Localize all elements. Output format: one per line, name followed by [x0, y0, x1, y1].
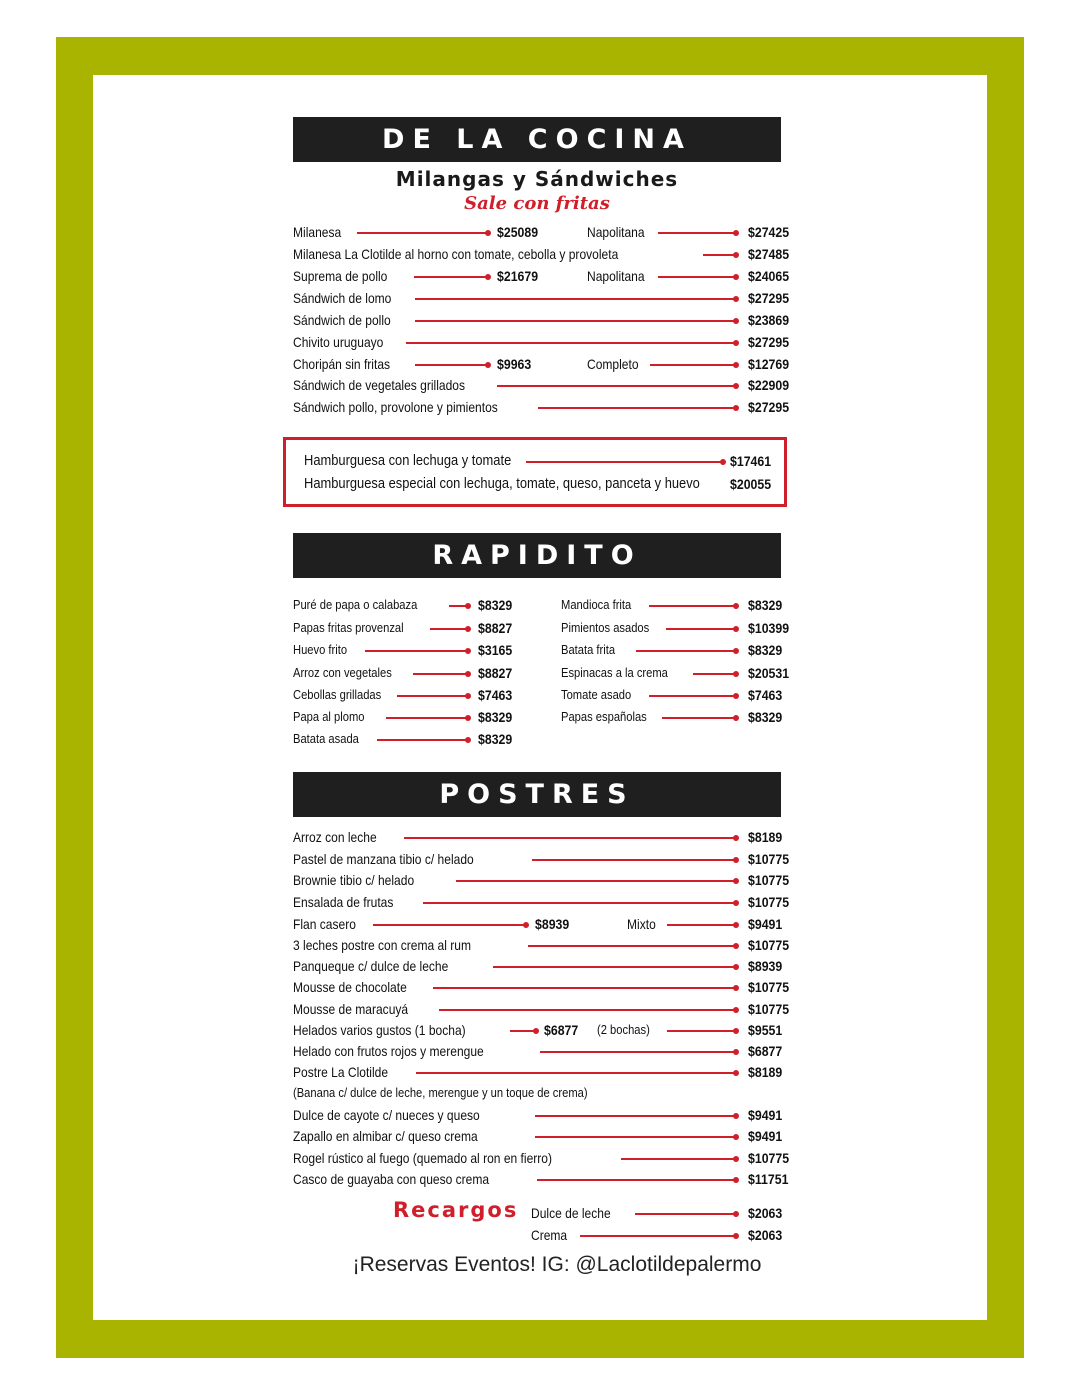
side-item-price: $8827	[478, 620, 513, 636]
leader-line	[526, 461, 723, 463]
leader-line	[649, 695, 736, 697]
menu-item-price: $27485	[748, 246, 790, 262]
side-item-name: Arroz con vegetales	[293, 665, 392, 680]
leader-line	[532, 859, 736, 861]
dessert-variant: Mixto	[627, 916, 656, 932]
menu-item-variant: Napolitana	[587, 268, 645, 284]
dessert-name: Flan casero	[293, 916, 356, 932]
dessert-description: (Banana c/ dulce de leche, merengue y un toque de crema)	[293, 1085, 588, 1100]
leader-line	[537, 1179, 736, 1181]
menu-item-name: Suprema de pollo	[293, 268, 388, 284]
side-item-price: $7463	[748, 687, 783, 703]
hamburguesas-box	[283, 437, 787, 507]
leader-line	[497, 385, 736, 387]
leader-line	[658, 232, 736, 234]
leader-line	[397, 695, 468, 697]
section-subtitle: Milangas y Sándwiches	[395, 167, 679, 191]
side-item-name: Mandioca frita	[561, 597, 632, 612]
menu-item-name: Milanesa La Clotilde al horno con tomate, cebolla y provoleta	[293, 246, 619, 262]
side-item-price: $7463	[478, 687, 513, 703]
dessert-price: $8939	[748, 958, 783, 974]
menu-item-variant-price: $27425	[748, 224, 790, 240]
leader-line	[430, 628, 468, 630]
dessert-name: Helado con frutos rojos y merengue	[293, 1043, 484, 1059]
side-item-name: Puré de papa o calabaza	[293, 597, 418, 612]
side-item-price: $10399	[748, 620, 790, 636]
menu-item-name: Milanesa	[293, 224, 342, 240]
side-item-name: Espinacas a la crema	[561, 665, 668, 680]
dessert-price: $9491	[748, 1107, 783, 1123]
dessert-price: $10775	[748, 979, 790, 995]
leader-line	[415, 320, 736, 322]
dessert-price: $6877	[544, 1022, 579, 1038]
leader-line	[373, 924, 526, 926]
dessert-price: $8189	[748, 829, 783, 845]
surcharge-name: Dulce de leche	[531, 1205, 611, 1221]
leader-line	[415, 364, 488, 366]
dessert-name: Mousse de chocolate	[293, 979, 407, 995]
dessert-price: $8189	[748, 1064, 783, 1080]
section-banner-postres: POSTRES	[293, 772, 781, 817]
leader-line	[703, 254, 736, 256]
dessert-variant: (2 bochas)	[597, 1022, 650, 1037]
leader-line	[404, 837, 736, 839]
leader-line	[535, 1136, 736, 1138]
leader-line	[377, 739, 468, 741]
side-item-name: Papa al plomo	[293, 709, 365, 724]
side-item-price: $3165	[478, 642, 513, 658]
menu-item-price: $22909	[748, 377, 790, 393]
leader-line	[650, 364, 736, 366]
leader-line	[580, 1235, 736, 1237]
dessert-price: $10775	[748, 1150, 790, 1166]
leader-line	[538, 407, 736, 409]
menu-item-variant: Napolitana	[587, 224, 645, 240]
side-item-name: Batata frita	[561, 642, 616, 657]
leader-line	[667, 1030, 736, 1032]
menu-item-variant: Completo	[587, 356, 639, 372]
surcharge-name: Crema	[531, 1227, 568, 1243]
leader-line	[666, 628, 736, 630]
surcharge-price: $2063	[748, 1227, 783, 1243]
leader-line	[365, 650, 468, 652]
leader-line	[406, 342, 736, 344]
leader-line	[357, 232, 488, 234]
leader-line	[528, 945, 736, 947]
side-item-price: $8329	[748, 597, 783, 613]
menu-item-name: Hamburguesa especial con lechuga, tomate, queso, panceta y huevo	[304, 475, 700, 492]
dessert-name: Brownie tibio c/ helado	[293, 872, 415, 888]
menu-item-variant-price: $24065	[748, 268, 790, 284]
menu-item-name: Hamburguesa con lechuga y tomate	[304, 452, 512, 469]
dessert-price: $6877	[748, 1043, 783, 1059]
menu-item-name: Sándwich de lomo	[293, 290, 392, 306]
dessert-name: Rogel rústico al fuego (quemado al ron en fierro)	[293, 1150, 553, 1166]
leader-line	[649, 605, 736, 607]
side-item-name: Pimientos asados	[561, 620, 650, 635]
leader-line	[493, 966, 736, 968]
dessert-name: Panqueque c/ dulce de leche	[293, 958, 449, 974]
menu-item-name: Chivito uruguayo	[293, 334, 384, 350]
dessert-name: Dulce de cayote c/ nueces y queso	[293, 1107, 480, 1123]
leader-line	[540, 1051, 736, 1053]
dessert-price: $11751	[748, 1171, 789, 1187]
dessert-price: $8939	[535, 916, 570, 932]
menu-item-name: Sándwich pollo, provolone y pimientos	[293, 399, 498, 415]
side-item-name: Batata asada	[293, 731, 359, 746]
leader-line	[693, 673, 736, 675]
menu-item-price: $27295	[748, 399, 790, 415]
dessert-price: $10775	[748, 872, 790, 888]
leader-line	[449, 605, 468, 607]
recargos-title: Recargos	[393, 1198, 519, 1222]
menu-item-price: $27295	[748, 334, 790, 350]
section-banner-rapidito: RAPIDITO	[293, 533, 781, 578]
surcharge-price: $2063	[748, 1205, 783, 1221]
leader-line	[535, 1115, 736, 1117]
dessert-price: $9491	[748, 1128, 783, 1144]
side-item-price: $8329	[478, 597, 513, 613]
leader-line	[415, 298, 736, 300]
dessert-price: $10775	[748, 937, 790, 953]
side-item-price: $8329	[478, 731, 513, 747]
dessert-variant-price: $9551	[748, 1022, 783, 1038]
side-item-price: $8827	[478, 665, 513, 681]
leader-line	[635, 1213, 736, 1215]
dessert-price: $10775	[748, 851, 790, 867]
dessert-price: $10775	[748, 1001, 790, 1017]
leader-line	[386, 717, 468, 719]
side-item-price: $8329	[748, 642, 783, 658]
dessert-name: Postre La Clotilde	[293, 1064, 389, 1080]
footer-reservas: ¡Reservas Eventos! IG: @Laclotildepalermo	[352, 1253, 762, 1276]
menu-item-price: $27295	[748, 290, 790, 306]
menu-item-price: $25089	[497, 224, 539, 240]
leader-line	[621, 1158, 736, 1160]
leader-line	[662, 717, 736, 719]
menu-item-price: $20055	[730, 476, 772, 492]
menu-item-variant-price: $12769	[748, 356, 790, 372]
dessert-name: Pastel de manzana tibio c/ helado	[293, 851, 474, 867]
leader-line	[636, 650, 736, 652]
menu-item-name: Sándwich de vegetales grillados	[293, 377, 466, 393]
dessert-name: Casco de guayaba con queso crema	[293, 1171, 490, 1187]
side-item-name: Cebollas grilladas	[293, 687, 382, 702]
dessert-name: Mousse de maracuyá	[293, 1001, 409, 1017]
menu-item-price: $9963	[497, 356, 532, 372]
dessert-name: Helados varios gustos (1 bocha)	[293, 1022, 466, 1038]
dessert-name: Zapallo en almibar c/ queso crema	[293, 1128, 478, 1144]
dessert-name: Arroz con leche	[293, 829, 377, 845]
menu-item-name: Choripán sin fritas	[293, 356, 391, 372]
leader-line	[439, 1009, 736, 1011]
side-item-name: Huevo frito	[293, 642, 348, 657]
leader-line	[414, 276, 488, 278]
section-banner-cocina: DE LA COCINA	[293, 117, 781, 162]
leader-line	[413, 673, 468, 675]
menu-item-name: Sándwich de pollo	[293, 312, 391, 328]
side-item-price: $20531	[748, 665, 790, 681]
dessert-name: 3 leches postre con crema al rum	[293, 937, 472, 953]
leader-line	[416, 1072, 736, 1074]
side-item-name: Tomate asado	[561, 687, 632, 702]
menu-item-price: $17461	[730, 453, 772, 469]
menu-item-price: $23869	[748, 312, 790, 328]
side-item-price: $8329	[748, 709, 783, 725]
menu-item-price: $21679	[497, 268, 539, 284]
dessert-name: Ensalada de frutas	[293, 894, 394, 910]
dessert-variant-price: $9491	[748, 916, 783, 932]
leader-line	[667, 924, 736, 926]
side-item-name: Papas españolas	[561, 709, 647, 724]
side-item-name: Papas fritas provenzal	[293, 620, 404, 635]
leader-line	[658, 276, 736, 278]
side-item-price: $8329	[478, 709, 513, 725]
section-note: Sale con fritas	[464, 193, 610, 214]
leader-line	[433, 987, 736, 989]
leader-line	[423, 902, 736, 904]
dessert-price: $10775	[748, 894, 790, 910]
leader-line	[456, 880, 736, 882]
leader-line	[510, 1030, 536, 1032]
